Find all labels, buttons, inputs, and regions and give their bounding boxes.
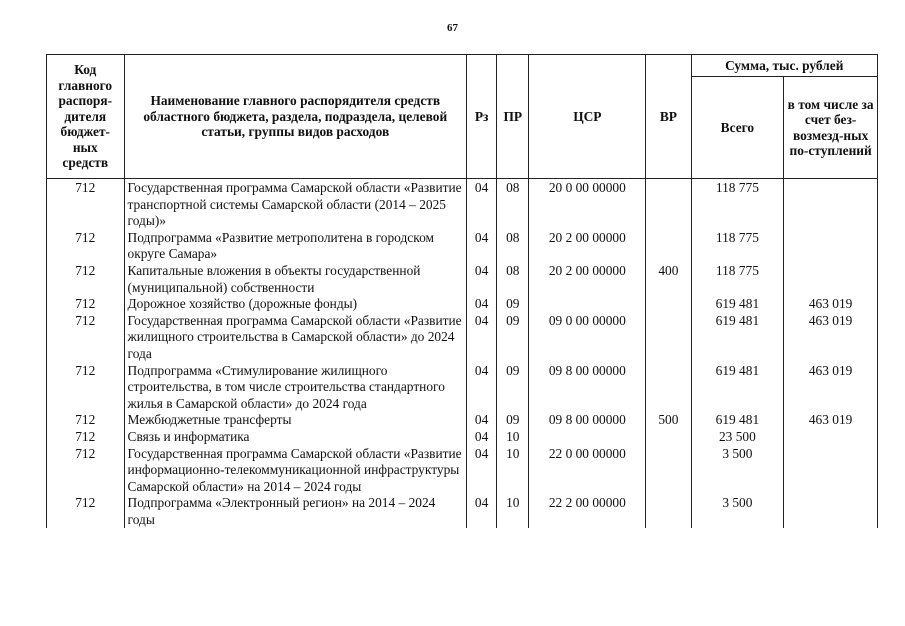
cell-vr [646,313,691,363]
cell-code: 712 [47,263,125,296]
cell-vr [646,495,691,528]
table-body [47,179,878,529]
cell-free: 463 019 [784,363,878,413]
cell-rz: 04 [467,179,497,230]
cell-total: 118 775 [691,263,784,296]
cell-total: 118 775 [691,179,784,230]
table-header [47,55,878,179]
cell-total: 23 500 [691,429,784,446]
cell-pr: 08 [497,230,529,263]
cell-total: 619 481 [691,313,784,363]
header-total: Всего [691,77,784,179]
cell-total: 619 481 [691,296,784,313]
cell-free: 463 019 [784,313,878,363]
cell-total: 3 500 [691,446,784,496]
cell-name: Государственная программа Самарской области «Развитие жилищного строительства в Самарской области» до 2024 года [124,313,466,363]
table-row [47,263,878,296]
cell-pr: 10 [497,446,529,496]
cell-vr [646,179,691,230]
cell-free [784,179,878,230]
cell-vr: 500 [646,412,691,429]
cell-name: Связь и информатика [124,429,466,446]
cell-total: 118 775 [691,230,784,263]
cell-rz: 04 [467,313,497,363]
cell-csr [529,296,646,313]
cell-vr: 400 [646,263,691,296]
header-code: Код главного распоря-дителя бюджет-ных средств [47,55,125,179]
cell-name: Капитальные вложения в объекты государственной (муниципальной) собственности [124,263,466,296]
header-csr: ЦСР [529,55,646,179]
table-row [47,179,878,230]
cell-code: 712 [47,429,125,446]
cell-code: 712 [47,296,125,313]
cell-name: Подпрограмма «Электронный регион» на 2014 – 2024 годы [124,495,466,528]
table-row [47,412,878,429]
cell-rz: 04 [467,429,497,446]
cell-name: Межбюджетные трансферты [124,412,466,429]
cell-free [784,495,878,528]
cell-free: 463 019 [784,296,878,313]
cell-rz: 04 [467,446,497,496]
cell-name: Государственная программа Самарской области «Развитие информационно-телекоммуникационной инфраструктуры Самарской области» на 2014 – 2024 годы [124,446,466,496]
cell-csr: 09 0 00 00000 [529,313,646,363]
cell-code: 712 [47,446,125,496]
cell-free [784,263,878,296]
cell-rz: 04 [467,495,497,528]
table-row [47,296,878,313]
cell-free [784,429,878,446]
cell-code: 712 [47,313,125,363]
cell-name: Дорожное хозяйство (дорожные фонды) [124,296,466,313]
header-vr: ВР [646,55,691,179]
cell-vr [646,446,691,496]
header-free: в том числе за счет без-возмезд-ных по-ступлений [784,77,878,179]
cell-csr: 20 2 00 00000 [529,230,646,263]
header-rz: Рз [467,55,497,179]
table-row [47,446,878,496]
cell-rz: 04 [467,263,497,296]
cell-pr: 09 [497,363,529,413]
cell-vr [646,230,691,263]
cell-pr: 09 [497,296,529,313]
table-row [47,429,878,446]
header-sum-group: Сумма, тыс. рублей [691,55,877,77]
cell-csr: 09 8 00 00000 [529,412,646,429]
cell-name: Подпрограмма «Развитие метрополитена в городском округе Самара» [124,230,466,263]
cell-pr: 10 [497,429,529,446]
header-pr: ПР [497,55,529,179]
table-row [47,230,878,263]
page-number: 67 [447,22,458,34]
cell-code: 712 [47,230,125,263]
cell-free: 463 019 [784,412,878,429]
cell-csr: 22 0 00 00000 [529,446,646,496]
budget-table [46,54,878,528]
cell-free [784,446,878,496]
cell-total: 3 500 [691,495,784,528]
cell-total: 619 481 [691,412,784,429]
cell-rz: 04 [467,412,497,429]
cell-csr: 09 8 00 00000 [529,363,646,413]
cell-rz: 04 [467,296,497,313]
table-row [47,363,878,413]
cell-code: 712 [47,412,125,429]
cell-name: Государственная программа Самарской области «Развитие транспортной системы Самарской области (2014 – 2025 годы)» [124,179,466,230]
table-row [47,313,878,363]
cell-csr [529,429,646,446]
cell-pr: 08 [497,263,529,296]
cell-csr: 22 2 00 00000 [529,495,646,528]
cell-code: 712 [47,179,125,230]
cell-csr: 20 0 00 00000 [529,179,646,230]
cell-vr [646,429,691,446]
cell-csr: 20 2 00 00000 [529,263,646,296]
cell-pr: 10 [497,495,529,528]
cell-rz: 04 [467,230,497,263]
cell-vr [646,296,691,313]
cell-free [784,230,878,263]
cell-code: 712 [47,495,125,528]
cell-code: 712 [47,363,125,413]
cell-pr: 08 [497,179,529,230]
cell-name: Подпрограмма «Стимулирование жилищного строительства, в том числе строительства стандартного жилья в Самарской области» до 2024 года [124,363,466,413]
header-name: Наименование главного распорядителя средств областного бюджета, раздела, подраздела, целевой статьи, группы видов расходов [124,55,466,179]
cell-vr [646,363,691,413]
table-row [47,495,878,528]
cell-pr: 09 [497,313,529,363]
cell-rz: 04 [467,363,497,413]
cell-pr: 09 [497,412,529,429]
cell-total: 619 481 [691,363,784,413]
